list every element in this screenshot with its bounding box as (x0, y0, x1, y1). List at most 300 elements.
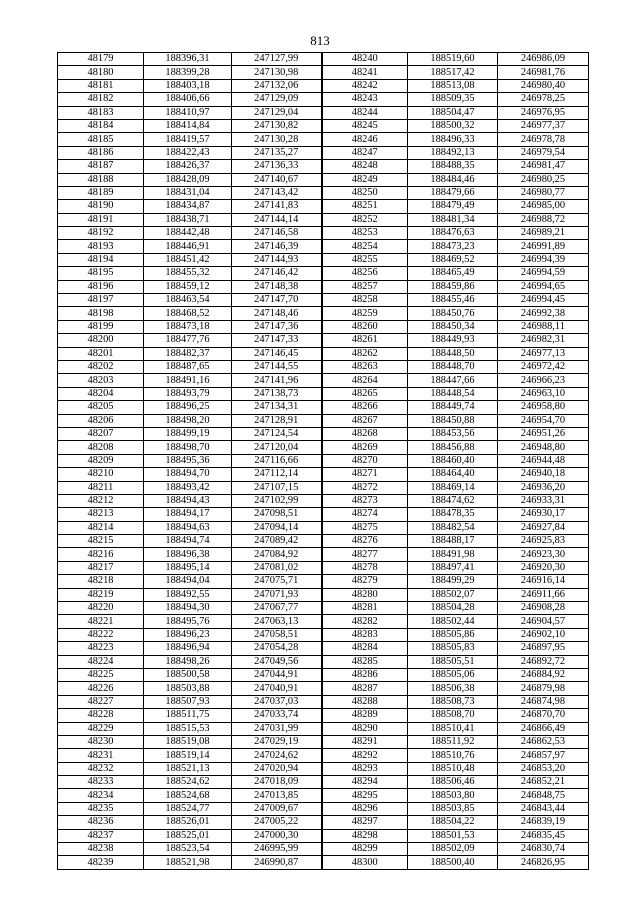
y-coordinate-cell: 246897,95 (498, 642, 589, 655)
y-coordinate-cell: 246839,19 (498, 816, 589, 829)
point-number-cell: 48277 (322, 548, 408, 561)
table-row (58, 843, 589, 856)
table-row (58, 655, 589, 668)
y-coordinate-cell: 246980,25 (498, 173, 589, 186)
y-coordinate-cell: 247009,67 (232, 802, 322, 815)
x-coordinate-cell: 188492,55 (144, 588, 232, 601)
x-coordinate-cell: 188487,65 (144, 360, 232, 373)
y-coordinate-cell: 246988,11 (498, 320, 589, 333)
y-coordinate-cell: 246843,44 (498, 802, 589, 815)
x-coordinate-cell: 188451,42 (144, 253, 232, 266)
point-number-cell: 48236 (58, 816, 144, 829)
y-coordinate-cell: 247067,77 (232, 602, 322, 615)
x-coordinate-cell: 188502,44 (408, 615, 498, 628)
point-number-cell: 48254 (322, 240, 408, 253)
point-number-cell: 48290 (322, 722, 408, 735)
point-number-cell: 48230 (58, 735, 144, 748)
point-number-cell: 48210 (58, 468, 144, 481)
y-coordinate-cell: 247134,31 (232, 401, 322, 414)
table-row (58, 200, 589, 213)
table-row (58, 213, 589, 226)
point-number-cell: 48198 (58, 307, 144, 320)
table-row (58, 481, 589, 494)
point-number-cell: 48195 (58, 267, 144, 280)
x-coordinate-cell: 188464,40 (408, 468, 498, 481)
x-coordinate-cell: 188494,04 (144, 575, 232, 588)
y-coordinate-cell: 246892,72 (498, 655, 589, 668)
table-row (58, 53, 589, 66)
y-coordinate-cell: 246994,45 (498, 294, 589, 307)
point-number-cell: 48234 (58, 789, 144, 802)
point-number-cell: 48262 (322, 347, 408, 360)
point-number-cell: 48282 (322, 615, 408, 628)
x-coordinate-cell: 188510,48 (408, 762, 498, 775)
x-coordinate-cell: 188503,88 (144, 682, 232, 695)
x-coordinate-cell: 188478,35 (408, 508, 498, 521)
x-coordinate-cell: 188524,62 (144, 776, 232, 789)
point-number-cell: 48252 (322, 213, 408, 226)
point-number-cell: 48247 (322, 146, 408, 159)
point-number-cell: 48222 (58, 628, 144, 641)
point-number-cell: 48289 (322, 709, 408, 722)
point-number-cell: 48235 (58, 802, 144, 815)
point-number-cell: 48193 (58, 240, 144, 253)
y-coordinate-cell: 247135,27 (232, 146, 322, 159)
point-number-cell: 48180 (58, 66, 144, 79)
point-number-cell: 48207 (58, 427, 144, 440)
y-coordinate-cell: 247140,67 (232, 173, 322, 186)
y-coordinate-cell: 247029,19 (232, 735, 322, 748)
y-coordinate-cell: 247130,98 (232, 66, 322, 79)
y-coordinate-cell: 247120,04 (232, 441, 322, 454)
x-coordinate-cell: 188473,23 (408, 240, 498, 253)
x-coordinate-cell: 188482,37 (144, 347, 232, 360)
y-coordinate-cell: 246985,00 (498, 200, 589, 213)
x-coordinate-cell: 188469,52 (408, 253, 498, 266)
y-coordinate-cell: 247044,91 (232, 668, 322, 681)
x-coordinate-cell: 188519,14 (144, 749, 232, 762)
point-number-cell: 48261 (322, 334, 408, 347)
point-number-cell: 48268 (322, 427, 408, 440)
y-coordinate-cell: 246927,84 (498, 521, 589, 534)
y-coordinate-cell: 246908,28 (498, 602, 589, 615)
x-coordinate-cell: 188426,37 (144, 160, 232, 173)
x-coordinate-cell: 188493,79 (144, 387, 232, 400)
y-coordinate-cell: 247031,99 (232, 722, 322, 735)
x-coordinate-cell: 188496,94 (144, 642, 232, 655)
y-coordinate-cell: 247141,96 (232, 374, 322, 387)
point-number-cell: 48192 (58, 227, 144, 240)
table-row (58, 240, 589, 253)
point-number-cell: 48189 (58, 186, 144, 199)
point-number-cell: 48225 (58, 668, 144, 681)
x-coordinate-cell: 188453,56 (408, 427, 498, 440)
point-number-cell: 48179 (58, 53, 144, 66)
table-row (58, 508, 589, 521)
point-number-cell: 48243 (322, 93, 408, 106)
point-number-cell: 48240 (322, 53, 408, 66)
point-number-cell: 48292 (322, 749, 408, 762)
point-number-cell: 48288 (322, 695, 408, 708)
point-number-cell: 48299 (322, 843, 408, 856)
point-number-cell: 48209 (58, 454, 144, 467)
y-coordinate-cell: 247148,46 (232, 307, 322, 320)
table-row (58, 374, 589, 387)
table-row (58, 267, 589, 280)
x-coordinate-cell: 188410,97 (144, 106, 232, 119)
x-coordinate-cell: 188504,22 (408, 816, 498, 829)
table-row (58, 186, 589, 199)
point-number-cell: 48183 (58, 106, 144, 119)
table-row (58, 628, 589, 641)
x-coordinate-cell: 188500,40 (408, 856, 498, 869)
x-coordinate-cell: 188505,51 (408, 655, 498, 668)
y-coordinate-cell: 247143,42 (232, 186, 322, 199)
x-coordinate-cell: 188525,01 (144, 829, 232, 842)
x-coordinate-cell: 188476,63 (408, 227, 498, 240)
table-row (58, 749, 589, 762)
x-coordinate-cell: 188500,32 (408, 119, 498, 132)
x-coordinate-cell: 188431,04 (144, 186, 232, 199)
x-coordinate-cell: 188428,09 (144, 173, 232, 186)
y-coordinate-cell: 246976,95 (498, 106, 589, 119)
table-row (58, 735, 589, 748)
y-coordinate-cell: 246923,30 (498, 548, 589, 561)
table-row (58, 93, 589, 106)
x-coordinate-cell: 188488,17 (408, 535, 498, 548)
x-coordinate-cell: 188446,91 (144, 240, 232, 253)
table-row (58, 227, 589, 240)
y-coordinate-cell: 246977,37 (498, 119, 589, 132)
x-coordinate-cell: 188488,35 (408, 160, 498, 173)
x-coordinate-cell: 188450,34 (408, 320, 498, 333)
point-number-cell: 48233 (58, 776, 144, 789)
x-coordinate-cell: 188468,52 (144, 307, 232, 320)
y-coordinate-cell: 247147,70 (232, 294, 322, 307)
table-row (58, 575, 589, 588)
table-row (58, 668, 589, 681)
y-coordinate-cell: 246911,66 (498, 588, 589, 601)
x-coordinate-cell: 188506,38 (408, 682, 498, 695)
y-coordinate-cell: 247128,91 (232, 414, 322, 427)
y-coordinate-cell: 247094,14 (232, 521, 322, 534)
x-coordinate-cell: 188496,25 (144, 401, 232, 414)
table-row (58, 307, 589, 320)
y-coordinate-cell: 247112,14 (232, 468, 322, 481)
x-coordinate-cell: 188479,49 (408, 200, 498, 213)
y-coordinate-cell: 246966,23 (498, 374, 589, 387)
y-coordinate-cell: 247071,93 (232, 588, 322, 601)
y-coordinate-cell: 247089,42 (232, 535, 322, 548)
y-coordinate-cell: 247141,83 (232, 200, 322, 213)
x-coordinate-cell: 188491,16 (144, 374, 232, 387)
table-row (58, 548, 589, 561)
x-coordinate-cell: 188455,32 (144, 267, 232, 280)
x-coordinate-cell: 188500,58 (144, 668, 232, 681)
point-number-cell: 48238 (58, 843, 144, 856)
point-number-cell: 48249 (322, 173, 408, 186)
y-coordinate-cell: 246874,98 (498, 695, 589, 708)
point-number-cell: 48204 (58, 387, 144, 400)
y-coordinate-cell: 246991,89 (498, 240, 589, 253)
point-number-cell: 48256 (322, 267, 408, 280)
y-coordinate-cell: 246981,76 (498, 66, 589, 79)
point-number-cell: 48275 (322, 521, 408, 534)
x-coordinate-cell: 188450,76 (408, 307, 498, 320)
table-row (58, 722, 589, 735)
point-number-cell: 48298 (322, 829, 408, 842)
x-coordinate-cell: 188504,47 (408, 106, 498, 119)
x-coordinate-cell: 188449,74 (408, 401, 498, 414)
x-coordinate-cell: 188449,93 (408, 334, 498, 347)
y-coordinate-cell: 246954,70 (498, 414, 589, 427)
point-number-cell: 48286 (322, 668, 408, 681)
x-coordinate-cell: 188508,73 (408, 695, 498, 708)
x-coordinate-cell: 188498,20 (144, 414, 232, 427)
table-row (58, 535, 589, 548)
point-number-cell: 48226 (58, 682, 144, 695)
y-coordinate-cell: 247000,30 (232, 829, 322, 842)
x-coordinate-cell: 188510,76 (408, 749, 498, 762)
point-number-cell: 48187 (58, 160, 144, 173)
point-number-cell: 48259 (322, 307, 408, 320)
x-coordinate-cell: 188507,93 (144, 695, 232, 708)
x-coordinate-cell: 188448,50 (408, 347, 498, 360)
table-row (58, 709, 589, 722)
y-coordinate-cell: 246933,31 (498, 494, 589, 507)
x-coordinate-cell: 188455,46 (408, 294, 498, 307)
y-coordinate-cell: 246904,57 (498, 615, 589, 628)
x-coordinate-cell: 188494,63 (144, 521, 232, 534)
point-number-cell: 48276 (322, 535, 408, 548)
x-coordinate-cell: 188450,88 (408, 414, 498, 427)
x-coordinate-cell: 188517,42 (408, 66, 498, 79)
x-coordinate-cell: 188406,66 (144, 93, 232, 106)
y-coordinate-cell: 247144,14 (232, 213, 322, 226)
x-coordinate-cell: 188463,54 (144, 294, 232, 307)
y-coordinate-cell: 247081,02 (232, 561, 322, 574)
point-number-cell: 48200 (58, 334, 144, 347)
point-number-cell: 48295 (322, 789, 408, 802)
x-coordinate-cell: 188523,54 (144, 843, 232, 856)
coordinates-table (57, 52, 589, 870)
y-coordinate-cell: 246994,39 (498, 253, 589, 266)
y-coordinate-cell: 246848,75 (498, 789, 589, 802)
x-coordinate-cell: 188505,06 (408, 668, 498, 681)
point-number-cell: 48197 (58, 294, 144, 307)
point-number-cell: 48281 (322, 602, 408, 615)
table-row (58, 133, 589, 146)
y-coordinate-cell: 247146,58 (232, 227, 322, 240)
point-number-cell: 48253 (322, 227, 408, 240)
point-number-cell: 48228 (58, 709, 144, 722)
y-coordinate-cell: 247144,55 (232, 360, 322, 373)
x-coordinate-cell: 188493,42 (144, 481, 232, 494)
point-number-cell: 48206 (58, 414, 144, 427)
y-coordinate-cell: 246826,95 (498, 856, 589, 869)
x-coordinate-cell: 188495,36 (144, 454, 232, 467)
y-coordinate-cell: 247018,09 (232, 776, 322, 789)
point-number-cell: 48285 (322, 655, 408, 668)
x-coordinate-cell: 188508,70 (408, 709, 498, 722)
table-row (58, 414, 589, 427)
y-coordinate-cell: 247129,04 (232, 106, 322, 119)
table-row (58, 762, 589, 775)
y-coordinate-cell: 246866,49 (498, 722, 589, 735)
x-coordinate-cell: 188499,29 (408, 575, 498, 588)
point-number-cell: 48296 (322, 802, 408, 815)
x-coordinate-cell: 188521,13 (144, 762, 232, 775)
point-number-cell: 48221 (58, 615, 144, 628)
y-coordinate-cell: 247037,03 (232, 695, 322, 708)
y-coordinate-cell: 246902,10 (498, 628, 589, 641)
table-row (58, 173, 589, 186)
x-coordinate-cell: 188497,41 (408, 561, 498, 574)
point-number-cell: 48242 (322, 79, 408, 92)
y-coordinate-cell: 247098,51 (232, 508, 322, 521)
x-coordinate-cell: 188494,17 (144, 508, 232, 521)
x-coordinate-cell: 188495,76 (144, 615, 232, 628)
y-coordinate-cell: 247146,45 (232, 347, 322, 360)
y-coordinate-cell: 246857,97 (498, 749, 589, 762)
x-coordinate-cell: 188494,70 (144, 468, 232, 481)
y-coordinate-cell: 246990,87 (232, 856, 322, 869)
point-number-cell: 48208 (58, 441, 144, 454)
y-coordinate-cell: 246930,17 (498, 508, 589, 521)
y-coordinate-cell: 247054,28 (232, 642, 322, 655)
point-number-cell: 48201 (58, 347, 144, 360)
y-coordinate-cell: 246977,13 (498, 347, 589, 360)
x-coordinate-cell: 188434,87 (144, 200, 232, 213)
point-number-cell: 48182 (58, 93, 144, 106)
y-coordinate-cell: 246982,31 (498, 334, 589, 347)
x-coordinate-cell: 188447,66 (408, 374, 498, 387)
x-coordinate-cell: 188496,23 (144, 628, 232, 641)
point-number-cell: 48219 (58, 588, 144, 601)
y-coordinate-cell: 246981,47 (498, 160, 589, 173)
x-coordinate-cell: 188448,70 (408, 360, 498, 373)
y-coordinate-cell: 247132,06 (232, 79, 322, 92)
x-coordinate-cell: 188448,54 (408, 387, 498, 400)
table-row (58, 829, 589, 842)
x-coordinate-cell: 188414,84 (144, 119, 232, 132)
point-number-cell: 48260 (322, 320, 408, 333)
y-coordinate-cell: 247146,39 (232, 240, 322, 253)
x-coordinate-cell: 188456,88 (408, 441, 498, 454)
y-coordinate-cell: 246852,21 (498, 776, 589, 789)
y-coordinate-cell: 246936,20 (498, 481, 589, 494)
table-row (58, 494, 589, 507)
point-number-cell: 48181 (58, 79, 144, 92)
point-number-cell: 48250 (322, 186, 408, 199)
point-number-cell: 48214 (58, 521, 144, 534)
y-coordinate-cell: 247063,13 (232, 615, 322, 628)
table-row (58, 427, 589, 440)
x-coordinate-cell: 188495,14 (144, 561, 232, 574)
y-coordinate-cell: 247116,66 (232, 454, 322, 467)
point-number-cell: 48199 (58, 320, 144, 333)
point-number-cell: 48294 (322, 776, 408, 789)
x-coordinate-cell: 188505,83 (408, 642, 498, 655)
point-number-cell: 48297 (322, 816, 408, 829)
point-number-cell: 48220 (58, 602, 144, 615)
table-row (58, 119, 589, 132)
x-coordinate-cell: 188505,86 (408, 628, 498, 641)
point-number-cell: 48278 (322, 561, 408, 574)
y-coordinate-cell: 247084,92 (232, 548, 322, 561)
point-number-cell: 48194 (58, 253, 144, 266)
table-row (58, 816, 589, 829)
point-number-cell: 48251 (322, 200, 408, 213)
point-number-cell: 48203 (58, 374, 144, 387)
table-row (58, 441, 589, 454)
point-number-cell: 48213 (58, 508, 144, 521)
x-coordinate-cell: 188438,71 (144, 213, 232, 226)
point-number-cell: 48273 (322, 494, 408, 507)
y-coordinate-cell: 246988,72 (498, 213, 589, 226)
y-coordinate-cell: 247040,91 (232, 682, 322, 695)
point-number-cell: 48212 (58, 494, 144, 507)
point-number-cell: 48196 (58, 280, 144, 293)
table-row (58, 66, 589, 79)
y-coordinate-cell: 246978,78 (498, 133, 589, 146)
coordinates-table-body (58, 53, 589, 870)
x-coordinate-cell: 188511,92 (408, 735, 498, 748)
point-number-cell: 48287 (322, 682, 408, 695)
x-coordinate-cell: 188459,12 (144, 280, 232, 293)
y-coordinate-cell: 246979,54 (498, 146, 589, 159)
point-number-cell: 48231 (58, 749, 144, 762)
point-number-cell: 48293 (322, 762, 408, 775)
point-number-cell: 48227 (58, 695, 144, 708)
x-coordinate-cell: 188509,35 (408, 93, 498, 106)
point-number-cell: 48224 (58, 655, 144, 668)
point-number-cell: 48291 (322, 735, 408, 748)
y-coordinate-cell: 246830,74 (498, 843, 589, 856)
point-number-cell: 48217 (58, 561, 144, 574)
x-coordinate-cell: 188477,76 (144, 334, 232, 347)
x-coordinate-cell: 188511,75 (144, 709, 232, 722)
x-coordinate-cell: 188459,86 (408, 280, 498, 293)
point-number-cell: 48188 (58, 173, 144, 186)
point-number-cell: 48280 (322, 588, 408, 601)
y-coordinate-cell: 246884,92 (498, 668, 589, 681)
y-coordinate-cell: 247144,93 (232, 253, 322, 266)
point-number-cell: 48205 (58, 401, 144, 414)
point-number-cell: 48284 (322, 642, 408, 655)
x-coordinate-cell: 188524,77 (144, 802, 232, 815)
x-coordinate-cell: 188501,53 (408, 829, 498, 842)
table-row (58, 106, 589, 119)
y-coordinate-cell: 247130,28 (232, 133, 322, 146)
x-coordinate-cell: 188491,98 (408, 548, 498, 561)
point-number-cell: 48211 (58, 481, 144, 494)
y-coordinate-cell: 246870,70 (498, 709, 589, 722)
x-coordinate-cell: 188513,08 (408, 79, 498, 92)
y-coordinate-cell: 246995,99 (232, 843, 322, 856)
x-coordinate-cell: 188422,43 (144, 146, 232, 159)
y-coordinate-cell: 247127,99 (232, 53, 322, 66)
table-row (58, 521, 589, 534)
point-number-cell: 48237 (58, 829, 144, 842)
x-coordinate-cell: 188473,18 (144, 320, 232, 333)
point-number-cell: 48229 (58, 722, 144, 735)
y-coordinate-cell: 246992,38 (498, 307, 589, 320)
x-coordinate-cell: 188503,80 (408, 789, 498, 802)
x-coordinate-cell: 188496,38 (144, 548, 232, 561)
y-coordinate-cell: 246916,14 (498, 575, 589, 588)
y-coordinate-cell: 246879,98 (498, 682, 589, 695)
